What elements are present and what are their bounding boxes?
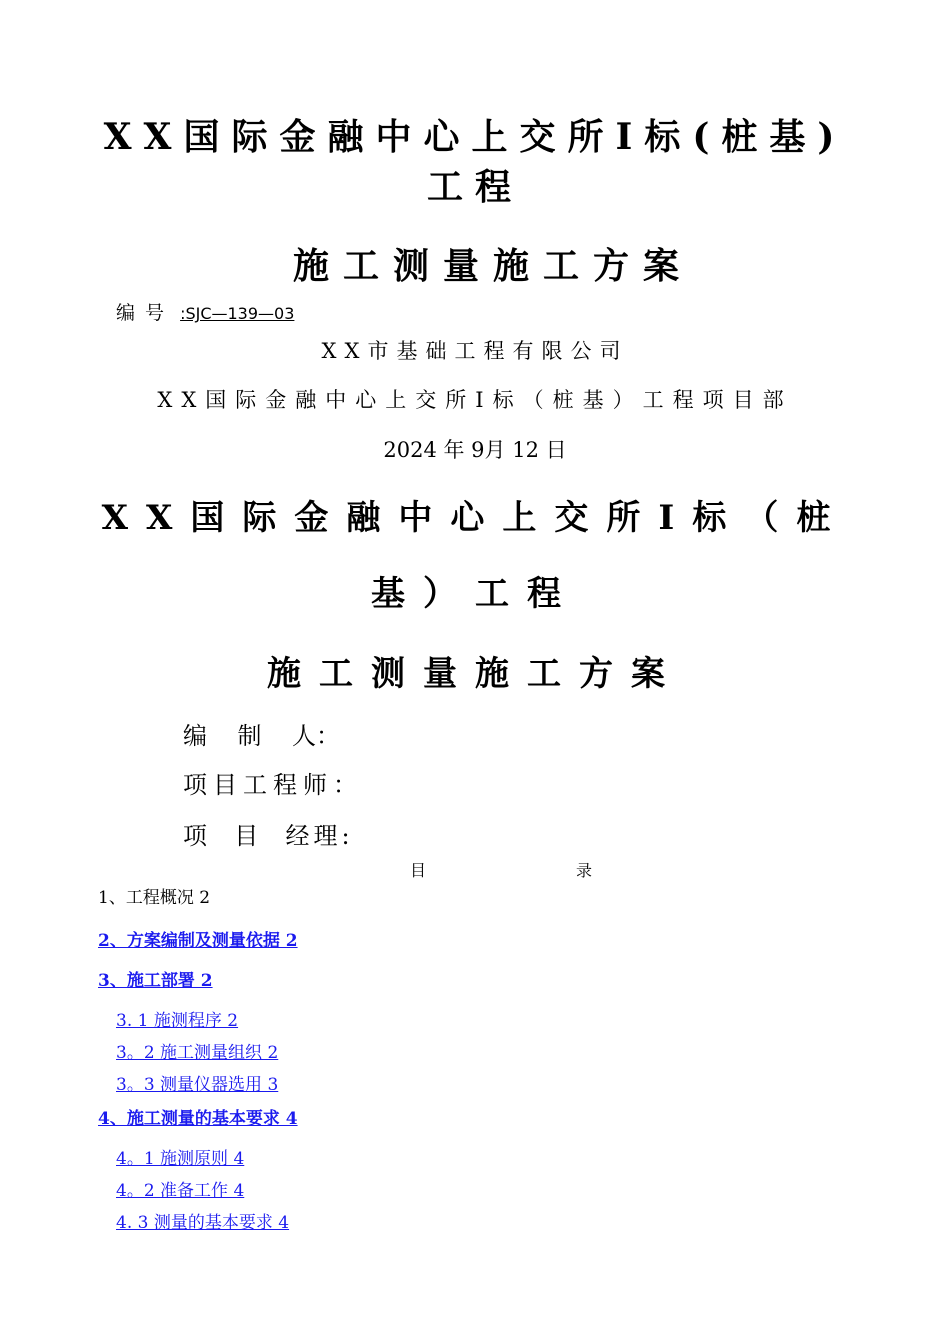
page2-title-line2: 基）工程	[371, 574, 579, 614]
toc-heading-right: 录	[576, 861, 593, 880]
signature-compiler: 编 制 人：	[183, 722, 341, 750]
page2-title-line1: XX国际金融中心上交所I标（桩	[101, 498, 849, 538]
toc-item[interactable]: 3. 1 施测程序 2	[116, 1011, 239, 1031]
company-name: XX市基础工程有限公司	[321, 339, 629, 363]
toc-item[interactable]: 2、方案编制及测量依据 2	[98, 931, 298, 951]
toc-item[interactable]: 4。2 准备工作 4	[116, 1181, 245, 1201]
document-code	[116, 298, 294, 325]
toc-item[interactable]: 4。1 施测原则 4	[116, 1149, 245, 1169]
cover-title-line2: 工程	[426, 166, 523, 208]
signature-engineer: 项目工程师：	[183, 771, 363, 799]
cover-title-line1: XX国际金融中心上交所I标(桩基)	[103, 116, 847, 158]
toc-item[interactable]: 4、施工测量的基本要求 4	[98, 1109, 298, 1129]
page2-plan-title: 施工测量施工方案	[267, 654, 683, 694]
code-value: :SJC—139—03	[180, 304, 295, 323]
toc-item[interactable]: 3。3 测量仪器选用 3	[116, 1075, 279, 1095]
toc-item[interactable]: 1、工程概况 2	[98, 888, 211, 908]
toc-item[interactable]: 3。2 施工测量组织 2	[116, 1043, 279, 1063]
code-label: 编号	[116, 302, 175, 324]
toc-heading-left: 目	[410, 861, 427, 880]
toc-item[interactable]: 4. 3 测量的基本要求 4	[116, 1213, 290, 1233]
toc-item[interactable]: 3、施工部署 2	[98, 971, 213, 991]
cover-plan-title: 施工测量施工方案	[292, 245, 693, 287]
signature-manager: 项 目 经理:	[183, 822, 354, 850]
project-department: XX国际金融中心上交所I标（桩基）工程项目部	[157, 388, 793, 412]
document-date: 2024 年 9月 12 日	[383, 438, 567, 462]
